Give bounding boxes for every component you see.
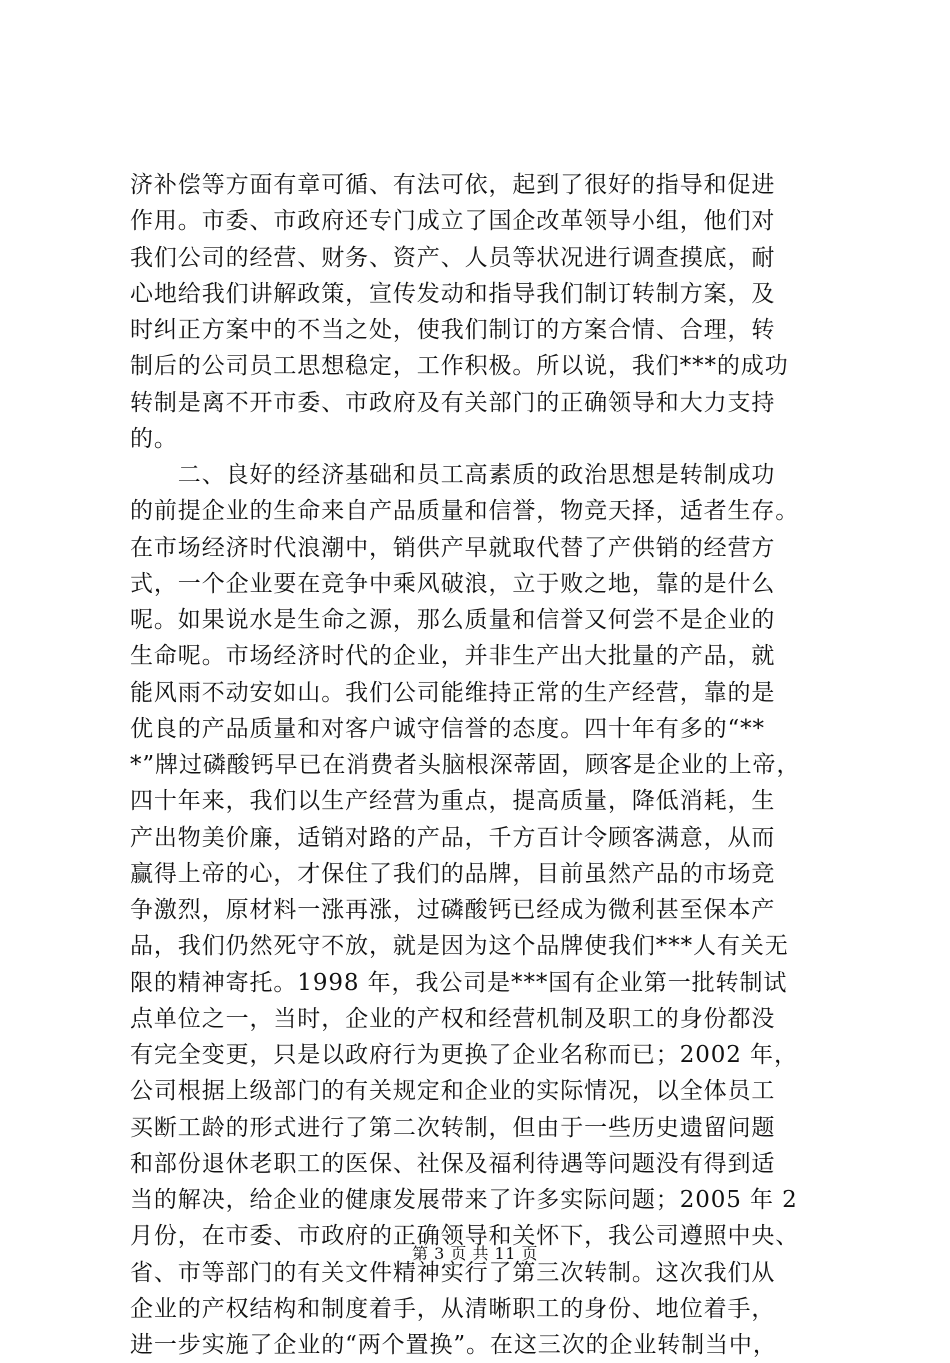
text-line: 济补偿等方面有章可循、有法可依，起到了很好的指导和促进: [130, 172, 776, 198]
section-heading-line: 二、良好的经济基础和员工高素质的政治思想是转制成功: [130, 462, 776, 488]
text-line: 有完全变更，只是以政府行为更换了企业名称而已；2002 年，: [130, 1042, 798, 1068]
text-line: 的。: [130, 425, 178, 452]
text-line: 式，一个企业要在竞争中乘风破浪，立于败之地，靠的是什么: [130, 570, 776, 597]
text-line: 在市场经济时代浪潮中，销供产早就取代替了产供销的经营方: [130, 534, 776, 561]
text-line: 买断工龄的形式进行了第二次转制，但由于一些历史遗留问题: [130, 1114, 776, 1141]
text-line: 我们公司的经营、财务、资产、人员等状况进行调查摸底，耐: [130, 244, 776, 271]
text-line: 心地给我们讲解政策，宣传发动和指导我们制订转制方案，及: [130, 280, 776, 307]
text-line: 当的解决，给企业的健康发展带来了许多实际问题；2005 年 2: [130, 1187, 798, 1213]
page-footer: [0, 1244, 950, 1264]
text-line: 产出物美价廉，适销对路的产品，千方百计令顾客满意，从而: [130, 824, 776, 851]
text-line: 作用。市委、市政府还专门成立了国企改革领导小组，他们对: [130, 208, 776, 235]
text-line: *”牌过磷酸钙早已在消费者头脑根深蒂固，顾客是企业的上帝，: [130, 752, 801, 778]
page-number-label: 第 3 页 共 11 页: [412, 1244, 538, 1263]
text-line: 限的精神寄托。1998 年，我公司是***国有企业第一批转制试: [130, 969, 788, 996]
text-line: 生命呢。市场经济时代的企业，并非生产出大批量的产品，就: [130, 643, 776, 670]
text-line: 月份，在市委、市政府的正确领导和关怀下，我公司遵照中央、: [130, 1223, 800, 1250]
text-line: 转制是离不开市委、市政府及有关部门的正确领导和大力支持: [130, 389, 776, 416]
text-line: 呢。如果说水是生命之源，那么质量和信誉又何尝不是企业的: [130, 607, 776, 633]
text-line: 企业的产权结构和制度着手，从清晰职工的身份、地位着手，: [130, 1295, 776, 1322]
text-line: 四十年来，我们以生产经营为重点，提高质量，降低消耗，生: [130, 788, 776, 815]
document-body: [130, 167, 842, 1363]
text-line: 和部份退休老职工的医保、社保及福利待遇等问题没有得到适: [130, 1150, 776, 1177]
text-line: 省、市等部门的有关文件精神实行了第三次转制。这次我们从: [130, 1259, 776, 1286]
text-line: 点单位之一，当时，企业的产权和经营机制及职工的身份都没: [130, 1005, 776, 1032]
text-line: 公司根据上级部门的有关规定和企业的实际情况，以全体员工: [130, 1078, 776, 1105]
text-line: 赢得上帝的心，才保住了我们的品牌，目前虽然产品的市场竞: [130, 860, 776, 887]
text-line: 的前提企业的生命来自产品质量和信誉，物竞天择，适者生存。: [130, 498, 800, 525]
text-line: 时纠正方案中的不当之处，使我们制订的方案合情、合理，转: [130, 317, 776, 343]
text-line: 进一步实施了企业的“两个置换”。在这三次的企业转制当中，: [130, 1332, 777, 1358]
text-line: 争激烈，原材料一涨再涨，过磷酸钙已经成为微利甚至保本产: [130, 897, 776, 923]
text-line: 制后的公司员工思想稳定，工作积极。所以说，我们***的成功: [130, 353, 789, 380]
text-line: 品，我们仍然死守不放，就是因为这个品牌使我们***人有关无: [130, 933, 789, 960]
text-line: 能风雨不动安如山。我们公司能维持正常的生产经营，靠的是: [130, 679, 776, 706]
text-line: 优良的产品质量和对客户诚守信誉的态度。四十年有多的“**: [130, 715, 765, 742]
